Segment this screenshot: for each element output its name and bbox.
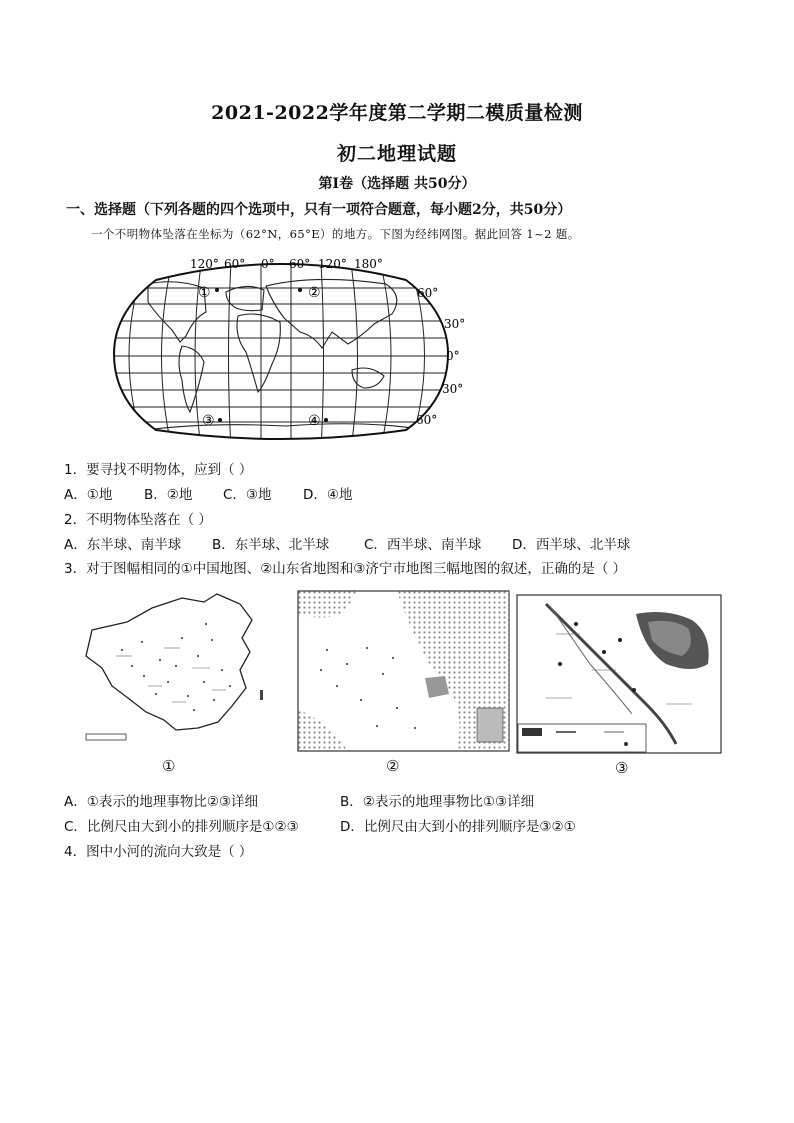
world-graticule-map xyxy=(86,252,476,442)
volume-heading: 第Ⅰ卷（选择题 共50分） xyxy=(318,176,476,192)
question-4-stem: 4．图中小河的流向大致是（ ） xyxy=(64,844,253,860)
lat-label: 60° xyxy=(416,413,438,427)
exam-subject-title: 初二地理试题 xyxy=(336,143,457,165)
q3-option-a[interactable]: A．①表示的地理事物比②③详细 xyxy=(64,794,259,810)
china-map xyxy=(72,590,282,752)
map-label-1: ① xyxy=(162,757,176,775)
q1-option-b[interactable]: B．②地 xyxy=(144,487,193,503)
section-heading: 一、选择题（下列各题的四个选项中，只有一项符合题意，每小题2分，共50分） xyxy=(66,202,572,218)
question-1-stem: 1．要寻找不明物体，应到（ ） xyxy=(64,462,253,478)
lat-label: 0° xyxy=(446,349,460,363)
exam-title: 2021-2022学年度第二学期二模质量检测 xyxy=(211,102,583,124)
shandong-map xyxy=(297,590,510,752)
question-intro: 一个不明物体坠落在坐标为（62°N，65°E）的地方。下图为经纬网图。据此回答 1~2 题。 xyxy=(91,227,580,241)
map-marker-2: ② xyxy=(308,285,321,301)
q1-option-c[interactable]: C．③地 xyxy=(223,487,272,503)
map-label-3: ③ xyxy=(615,759,629,777)
q1-option-d[interactable]: D．④地 xyxy=(303,487,353,503)
q2-option-b[interactable]: B．东半球、北半球 xyxy=(212,537,330,553)
q3-option-c[interactable]: C．比例尺由大到小的排列顺序是①②③ xyxy=(64,819,299,835)
q1-option-a[interactable]: A．①地 xyxy=(64,487,113,503)
question-3-stem: 3．对于图幅相同的①中国地图、②山东省地图和③济宁市地图三幅地图的叙述，正确的是（ ） xyxy=(64,561,627,577)
question-2-stem: 2．不明物体坠落在（ ） xyxy=(64,512,212,528)
q2-option-c[interactable]: C．西半球、南半球 xyxy=(364,537,482,553)
map-marker-4: ④ xyxy=(308,413,321,429)
lon-label: 120° xyxy=(318,257,347,271)
lon-label: 60° xyxy=(289,257,311,271)
q2-option-a[interactable]: A．东半球、南半球 xyxy=(64,537,182,553)
lon-label: 180° xyxy=(354,257,383,271)
lon-label: 120° xyxy=(190,257,219,271)
map-label-2: ② xyxy=(386,757,400,775)
map-marker-3: ③ xyxy=(202,413,215,429)
lat-label: 30° xyxy=(444,317,466,331)
jining-map xyxy=(516,594,722,754)
lat-label: 60° xyxy=(417,286,439,300)
map-marker-1: ① xyxy=(198,285,211,301)
lat-label: 30° xyxy=(442,382,464,396)
q3-option-b[interactable]: B．②表示的地理事物比①③详细 xyxy=(340,794,535,810)
lon-label: 60° xyxy=(224,257,246,271)
lon-label: 0° xyxy=(261,257,275,271)
q3-option-d[interactable]: D．比例尺由大到小的排列顺序是③②① xyxy=(340,819,576,835)
q2-option-d[interactable]: D．西半球、北半球 xyxy=(512,537,631,553)
